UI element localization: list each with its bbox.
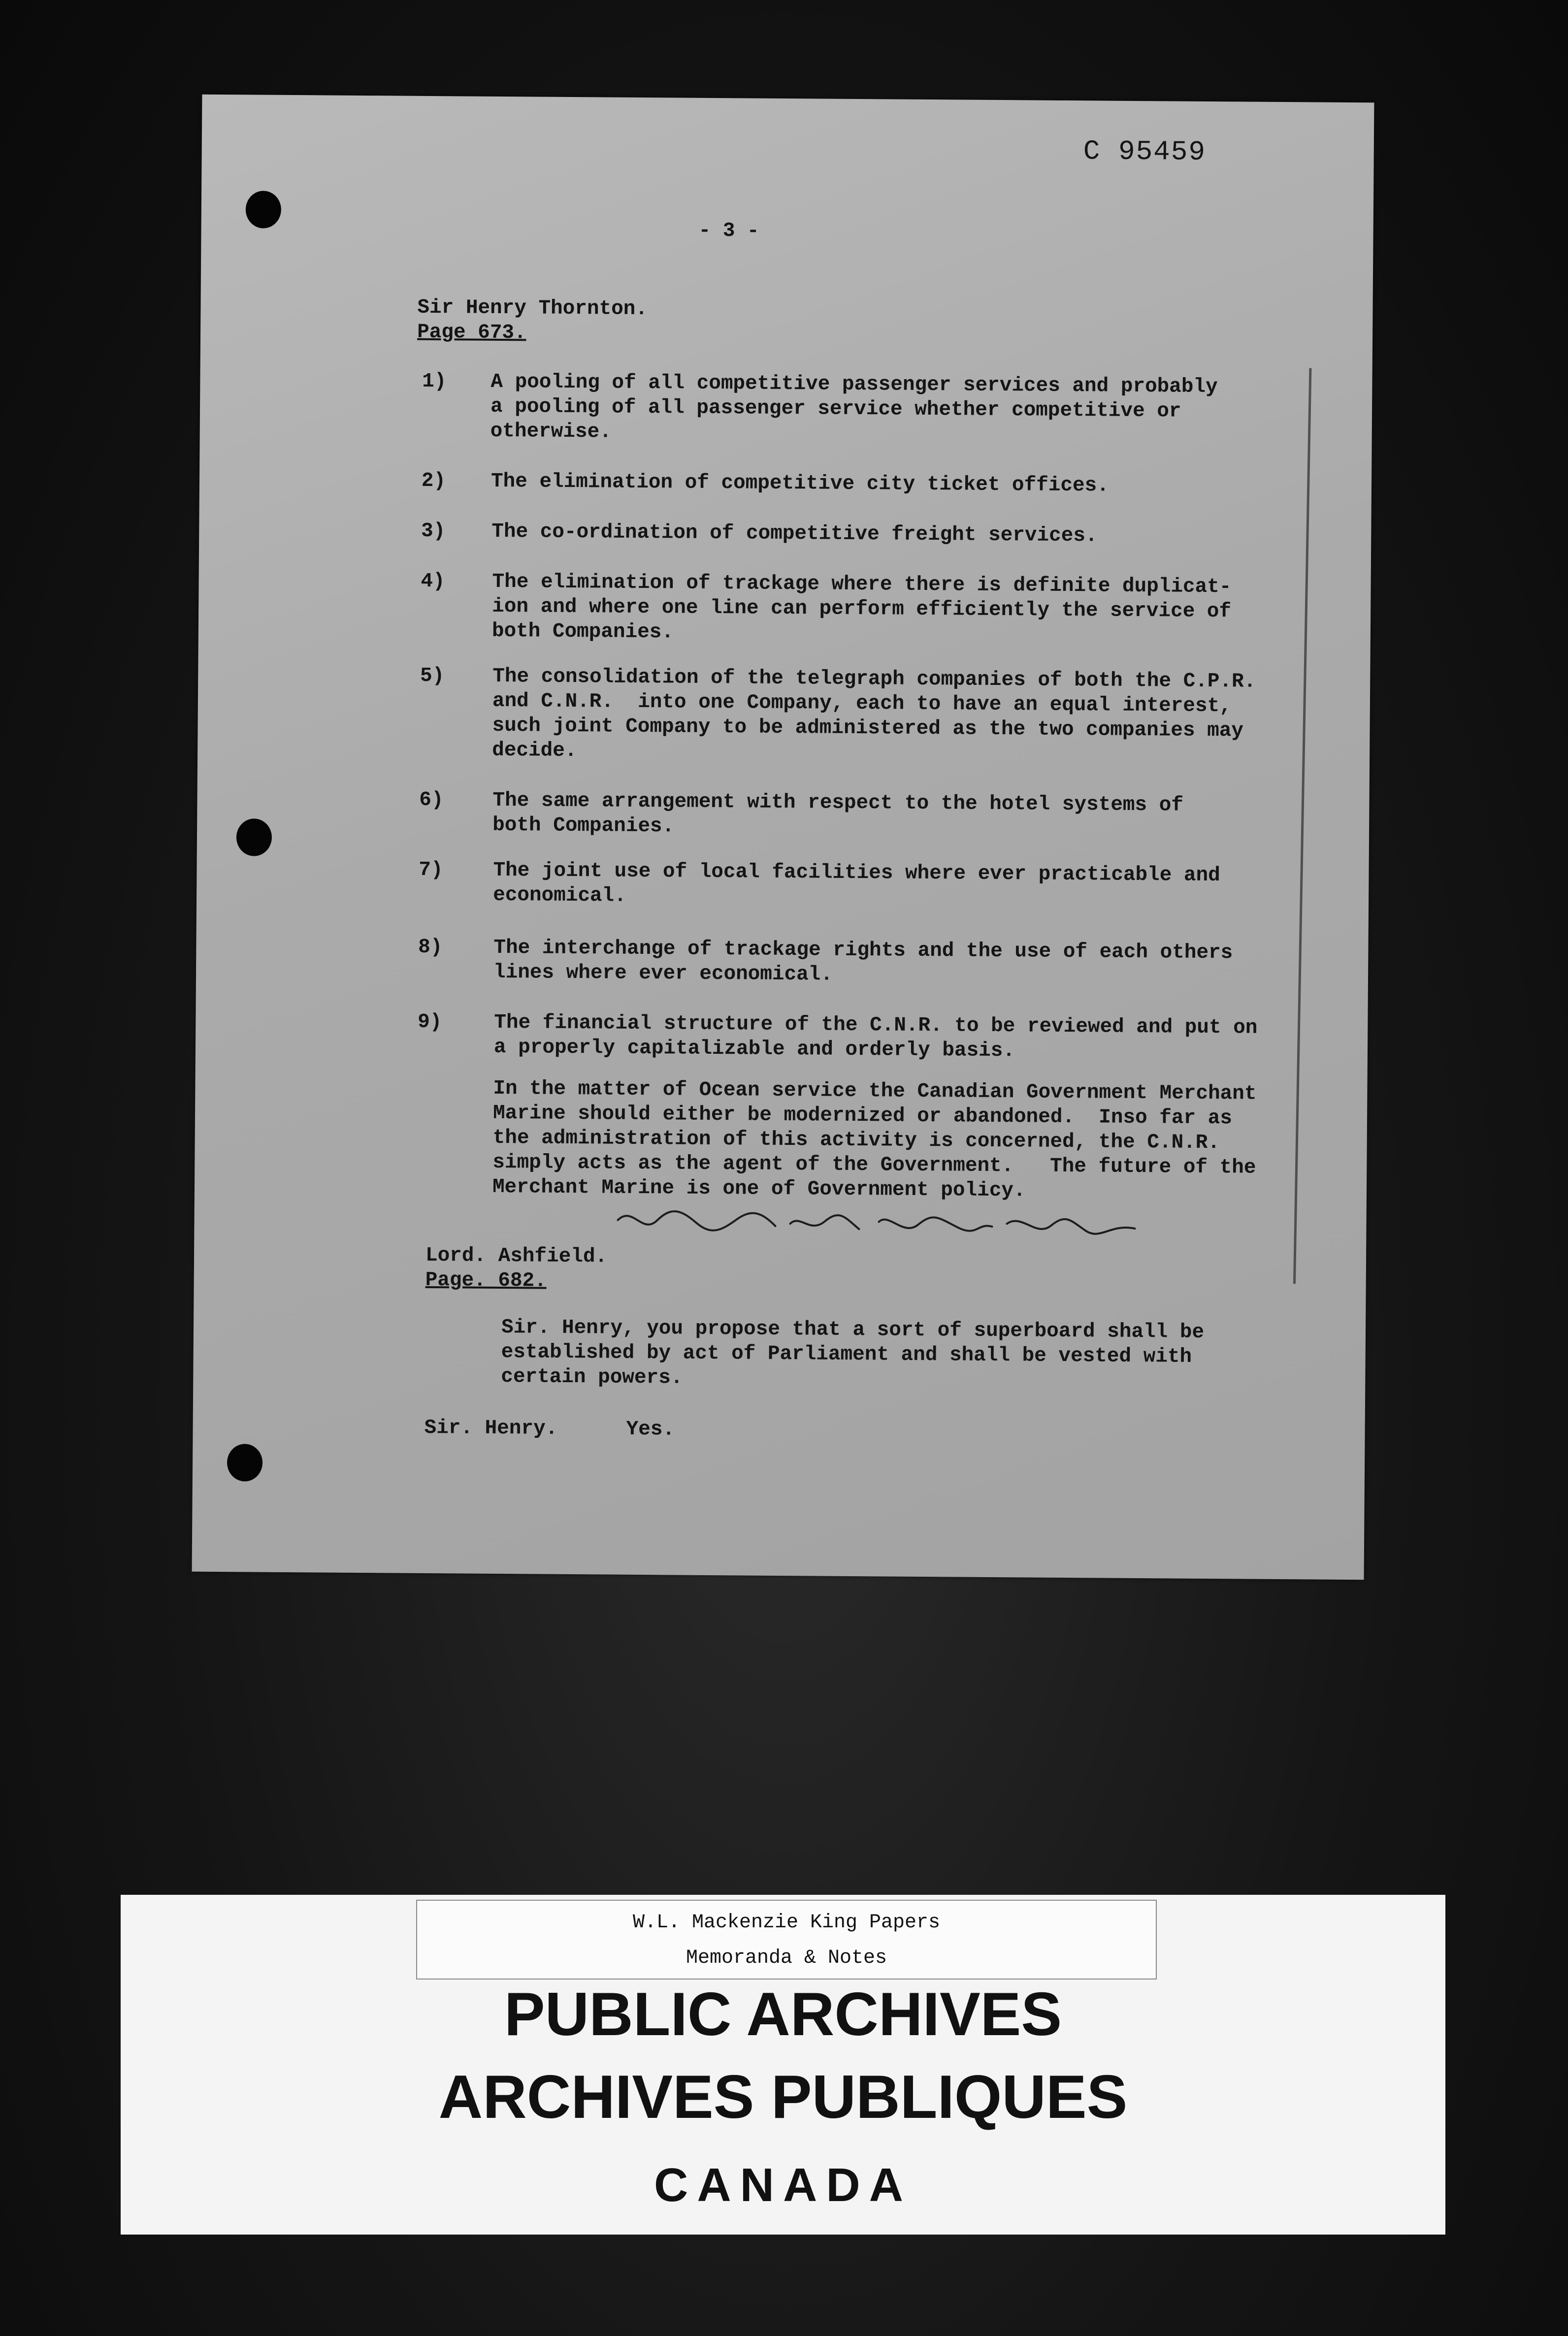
question-line: Sir. Henry, you propose that a sort of superboard shall be — [501, 1316, 1205, 1344]
list-item-line: economical. — [493, 883, 626, 908]
collection-tab — [416, 1900, 1157, 1979]
list-item-line: both Companies. — [492, 813, 675, 838]
list-item-line: a properly capitalizable and orderly basis. — [493, 1036, 1015, 1063]
list-item-line: such joint Company to be administered as the two companies may — [492, 714, 1244, 743]
margin-pencil-line — [1293, 368, 1311, 1284]
list-item-number: 4) — [421, 570, 445, 593]
answer-text: Yes. — [626, 1418, 675, 1441]
list-item-line: The elimination of competitive city ticket offices. — [490, 470, 1109, 497]
answer-speaker: Sir. Henry. — [424, 1416, 558, 1440]
question-line: certain powers. — [501, 1365, 683, 1390]
list-item-line: and C.N.R. into one Company, each to have an equal interest, — [492, 689, 1232, 718]
punch-hole-middle — [236, 818, 272, 856]
list-item-line: The same arrangement with respect to the hotel systems of — [492, 789, 1184, 817]
list-item-line: A pooling of all competitive passenger services and probably — [490, 370, 1218, 399]
list-item-line: ion and where one line can perform efficiently the service of — [492, 595, 1232, 623]
paragraph-line: Marine should either be modernized or abandoned. Inso far as — [492, 1102, 1233, 1130]
handwritten-annotation — [613, 1200, 1155, 1249]
list-item-line: lines where ever economical. — [493, 961, 833, 986]
list-item-line: otherwise. — [490, 420, 612, 444]
file-number: C 95459 — [1083, 135, 1207, 168]
list-item-line: a pooling of all passenger service whether competitive or — [490, 395, 1181, 423]
list-item-line: The co-ordination of competitive freight services. — [491, 520, 1098, 548]
page-reference: Page 673. — [417, 321, 526, 345]
punch-hole-top — [246, 191, 282, 228]
page-marker: - 3 - — [698, 219, 759, 243]
archive-line-country: CANADA — [654, 2159, 912, 2211]
list-item-number: 6) — [419, 788, 444, 812]
list-item-line: The elimination of trackage where there is definite duplicat- — [492, 570, 1232, 599]
list-item-line: decide. — [492, 739, 577, 763]
paragraph-line: the administration of this activity is concerned, the C.N.R. — [492, 1126, 1220, 1155]
list-item-line: The consolidation of the telegraph companies of both the C.P.R. — [492, 665, 1256, 693]
list-item-number: 3) — [421, 519, 446, 543]
speaker-heading: Sir Henry Thornton. — [417, 296, 648, 321]
collection-name: W.L. Mackenzie King Papers — [632, 1912, 941, 1934]
archive-line-english: PUBLIC ARCHIVES — [504, 1980, 1062, 2048]
list-item-line: The joint use of local facilities where ever practicable and — [493, 859, 1220, 887]
list-item-number: 2) — [421, 469, 446, 493]
list-item-number: 9) — [417, 1010, 442, 1034]
document-page — [192, 95, 1374, 1580]
list-item-line: The interchange of trackage rights and the use of each others — [493, 936, 1233, 965]
question-line: established by act of Parliament and shall be vested with — [501, 1341, 1192, 1368]
list-item-number: 8) — [418, 936, 443, 959]
paragraph-line: simply acts as the agent of the Government. The future of the — [492, 1151, 1256, 1179]
list-item-number: 1) — [422, 370, 447, 393]
archive-label-card — [121, 1895, 1445, 2235]
punch-hole-bottom — [227, 1444, 263, 1482]
paragraph-line: In the matter of Ocean service the Canadian Government Merchant — [493, 1077, 1257, 1105]
second-speaker-heading: Lord. Ashfield. — [425, 1244, 608, 1268]
archive-line-french: ARCHIVES PUBLIQUES — [438, 2063, 1128, 2131]
second-page-reference: Page. 682. — [425, 1268, 547, 1293]
series-name: Memoranda & Notes — [686, 1947, 887, 1969]
list-item-line: The financial structure of the C.N.R. to be reviewed and put on — [494, 1011, 1258, 1039]
list-item-number: 5) — [420, 664, 445, 688]
paragraph-line: Merchant Marine is one of Government policy. — [492, 1175, 1026, 1202]
list-item-number: 7) — [419, 858, 443, 882]
list-item-line: both Companies. — [491, 619, 674, 644]
